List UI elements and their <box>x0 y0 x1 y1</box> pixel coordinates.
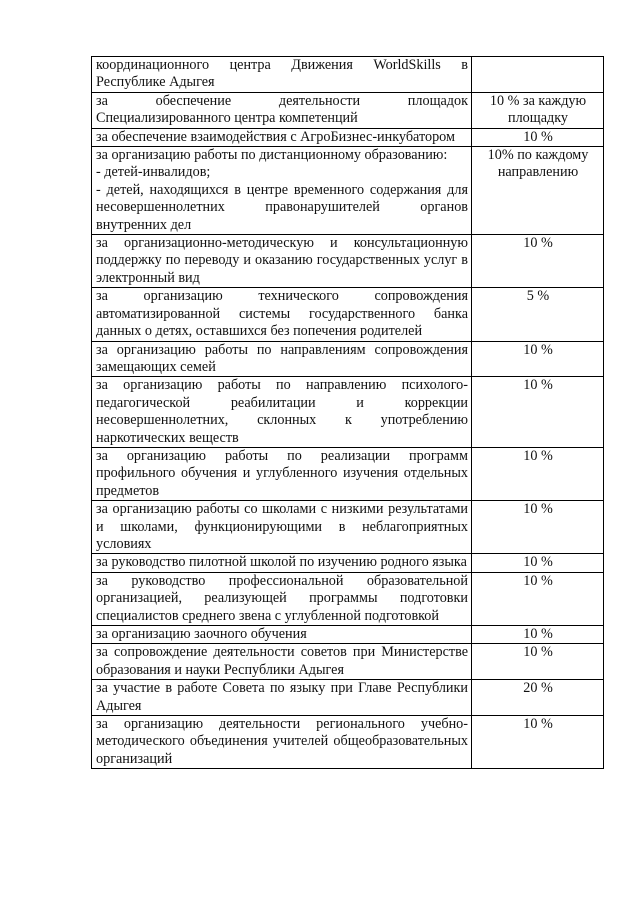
row-value: 10% по каждому направлению <box>472 147 604 235</box>
table-row <box>92 716 604 769</box>
row-description: координационного центра Движения WorldSkills в Республике Адыгея <box>92 57 472 93</box>
table-row <box>92 235 604 288</box>
row-value: 10 % <box>472 447 604 500</box>
row-description: за организацию работы по направлениям сопровождения замещающих семей <box>92 341 472 377</box>
row-value: 10 % <box>472 626 604 644</box>
row-description: за руководство профессиональной образовательной организацией, реализующей программы подготовки специалистов среднего звена с углубленной подготовкой <box>92 572 472 625</box>
row-description: за организационно-методическую и консультационную поддержку по переводу и оказанию государственных услуг в электронный вид <box>92 235 472 288</box>
row-value: 10 % <box>472 235 604 288</box>
row-description: за организацию работы по реализации программ профильного обучения и углубленного изучения отдельных предметов <box>92 447 472 500</box>
table-row <box>92 92 604 128</box>
row-value: 10 % <box>472 501 604 554</box>
table-row <box>92 288 604 341</box>
row-description: за обеспечение взаимодействия с АгроБизнес-инкубатором <box>92 128 472 146</box>
row-value: 10 % за каждую площадку <box>472 92 604 128</box>
row-value: 10 % <box>472 554 604 572</box>
table-row <box>92 626 604 644</box>
table-row <box>92 680 604 716</box>
row-value: 10 % <box>472 716 604 769</box>
row-description: за организацию работы со школами с низкими результатами и школами, функционирующими в неблагоприятных условиях <box>92 501 472 554</box>
row-value: 10 % <box>472 644 604 680</box>
allowance-table <box>91 56 604 769</box>
table-row <box>92 501 604 554</box>
row-value: 5 % <box>472 288 604 341</box>
row-value: 10 % <box>472 377 604 448</box>
row-value: 10 % <box>472 572 604 625</box>
table-row <box>92 147 604 235</box>
table-row <box>92 341 604 377</box>
row-description: за участие в работе Совета по языку при Главе Республики Адыгея <box>92 680 472 716</box>
row-description: за организацию деятельности регионального учебно-методического объединения учителей общеобразовательных организаций <box>92 716 472 769</box>
row-value <box>472 57 604 93</box>
allowance-table-body <box>92 57 604 769</box>
row-description: за организацию заочного обучения <box>92 626 472 644</box>
row-description: за организацию работы по направлению психолого-педагогической реабилитации и коррекции несовершеннолетних, склонных к употреблению наркотических веществ <box>92 377 472 448</box>
table-row <box>92 57 604 93</box>
table-row <box>92 572 604 625</box>
row-description: за обеспечение деятельности площадок Специализированного центра компетенций <box>92 92 472 128</box>
table-row <box>92 554 604 572</box>
table-row <box>92 128 604 146</box>
table-row <box>92 447 604 500</box>
row-value: 10 % <box>472 341 604 377</box>
row-description: за сопровождение деятельности советов при Министерстве образования и науки Республики Адыгея <box>92 644 472 680</box>
row-value: 10 % <box>472 128 604 146</box>
row-description: за организацию технического сопровождения автоматизированной системы государственного банка данных о детях, оставшихся без попечения родителей <box>92 288 472 341</box>
row-description: за организацию работы по дистанционному образованию: - детей-инвалидов; - детей, находящихся в центре временного содержания для несовершеннолетних правонарушителей органов внутренних дел <box>92 147 472 235</box>
row-value: 20 % <box>472 680 604 716</box>
table-row <box>92 377 604 448</box>
row-description: за руководство пилотной школой по изучению родного языка <box>92 554 472 572</box>
table-row <box>92 644 604 680</box>
